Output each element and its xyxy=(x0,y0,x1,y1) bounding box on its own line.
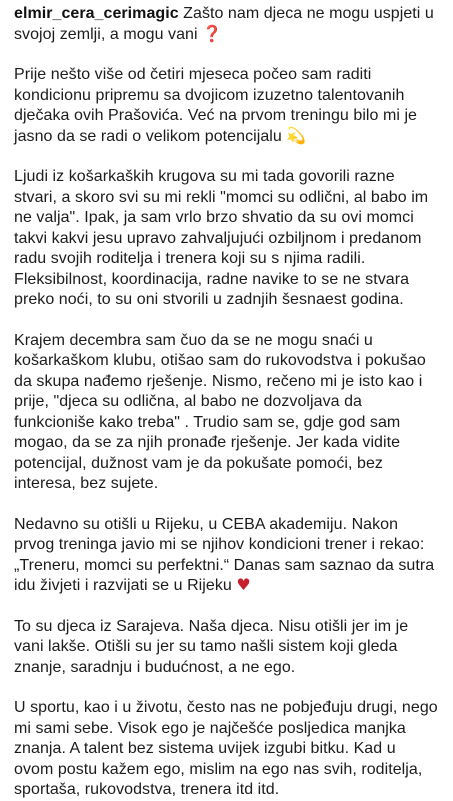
paragraph-text: U sportu, kao i u životu, često nas ne pobjeđuju drugi, nego mi sami sebe. Visok ego je najčešće posljedica manjka znanja. A talent bez sistema uvijek izgubi bitku. Kad u ovom postu kažem ego, mislim na ego nas svih, roditelja, sportaša, rukovodstva, trenera itd itd. xyxy=(14,699,438,798)
caption-intro xyxy=(14,4,439,45)
question-mark-icon: ❓ xyxy=(202,23,223,43)
red-heart-icon: ♥ xyxy=(236,575,251,594)
username-link[interactable]: elmir_cera_cerimagic xyxy=(14,5,179,22)
dizzy-star-icon: 💫 xyxy=(286,125,307,145)
paragraph-text: Prije nešto više od četiri mjeseca počeo sam raditi kondicionu pripremu sa dvojicom izuzetno talentovanih dječaka ovih Prašovića. Već na prvom treningu bilo mi je jasno da se radi o velikom potencijalu xyxy=(14,66,418,145)
paragraph-text: To su djeca iz Sarajeva. Naša djeca. Nisu otišli jer im je vani lakše. Otišli su jer su tamo našli sistem koji gleda znanje, saradnju i budućnost, a ne ego. xyxy=(14,617,409,676)
paragraph-text: Ljudi iz košarkaških krugova su mi tada govorili razne stvari, a skoro svi su mi rekli "momci su odlični, al babo im ne valja". Ipak, ja sam vrlo brzo shvatio da su ovi momci takvi kakvi jesu upravo zahvaljujući ozbiljnom i predanom radu svojih roditelja i trenera koji su s njima radili. Fleksibilnost, koordinacija, radne navike to se ne stvara preko noći, to su oni stvorili u zadnjih šesnaest godina. xyxy=(14,168,429,308)
caption-paragraph-3 xyxy=(14,331,439,495)
caption-paragraph-2 xyxy=(14,167,439,311)
paragraph-text: Nedavno su otišli u Rijeku, u CEBA akademiju. Nakon prvog treninga javio mi se njihov kondicioni trener i rekao: „Treneru, momci su perfektni.“ Danas sam saznao da sutra idu živjeti i razvijati se u Rijeku xyxy=(14,515,435,594)
caption-paragraph-4 xyxy=(14,515,439,597)
caption-intro-text: Zašto nam djeca ne mogu uspjeti u svojoj zemlji, a mogu vani xyxy=(14,5,434,43)
paragraph-text: Krajem decembra sam čuo da se ne mogu snaći u košarkaškom klubu, otišao sam do rukovodstva i pokušao da skupa nađemo rješenje. Nismo, rečeno mi je isto kao i prije, "djeca su odlična, al babo ne dozvoljava da funkcioniše kako treba" . Trudio sam se, gdje god sam mogao, da se za njih pronađe rješenje. Jer kada vidite potencijal, dužnost vam je da pokušate pomoći, bez interesa, bez sujete. xyxy=(14,331,426,492)
caption-paragraph-5 xyxy=(14,617,439,679)
caption-paragraph-6 xyxy=(14,698,439,801)
caption-paragraph-1 xyxy=(14,65,439,147)
